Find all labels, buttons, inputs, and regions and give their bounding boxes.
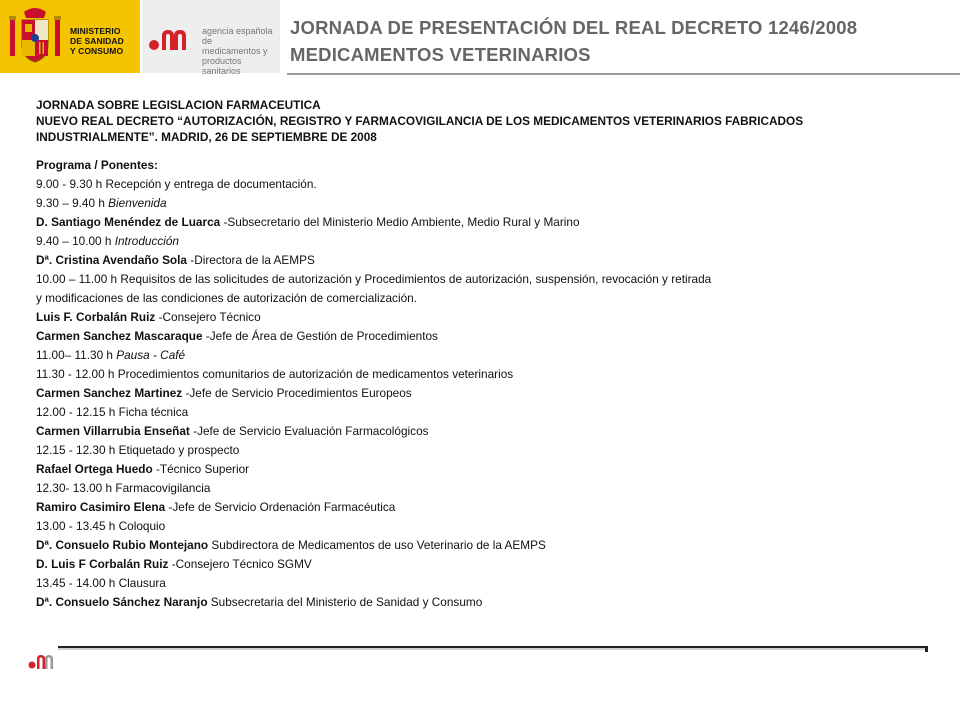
speaker-row [36,555,916,574]
speaker-name: Ramiro Casimiro Elena [36,500,166,514]
ministry-logo-block [0,0,140,73]
ministry-line-1: MINISTERIO [70,26,121,36]
speaker-role: -Jefe de Servicio Ordenación Farmacéutica [165,500,396,514]
title-line-1: JORNADA DE PRESENTACIÓN DEL REAL DECRETO 1246/2008 [290,17,858,38]
session-title: Farmacovigilancia [115,481,211,495]
schedule-row [36,289,916,308]
agency-line-3: productos sanitarios [202,56,242,76]
session-title: Requisitos de las solicitudes de autorización y Procedimientos de autorización, suspensión, revocación y retirada [120,272,712,286]
session-time: 11.30 - 12.00 h [36,367,118,381]
session-title: Procedimientos comunitarios de autorización de medicamentos veterinarios [117,367,514,381]
speaker-row [36,384,916,403]
session-time: 12.00 - 12.15 h [36,405,119,419]
aemps-footer-logo-icon [28,652,62,670]
speaker-role: Subdirectora de Medicamentos de uso Veterinario de la AEMPS [208,538,546,552]
speaker-row [36,308,916,327]
speaker-role: -Jefe de Servicio Evaluación Farmacológicos [189,424,429,438]
session-title: y modificaciones de las condiciones de autorización de comercialización. [36,291,417,305]
session-title: Pausa - Café [116,348,186,362]
footer-divider [58,646,928,650]
schedule-row [36,479,916,498]
speaker-row [36,498,916,517]
ministry-name [70,26,124,56]
session-title: Recepción y entrega de documentación. [105,177,317,191]
schedule-row [36,441,916,460]
session-time: 10.00 – 11.00 h [36,272,121,286]
intro-line-1: JORNADA SOBRE LEGISLACION FARMACEUTICA [36,98,321,112]
session-title: Introducción [114,234,179,248]
schedule-row [36,365,916,384]
speaker-role: -Directora de la AEMPS [186,253,315,267]
title-line-2: MEDICAMENTOS VETERINARIOS [290,44,591,65]
speaker-name: Dª. Consuelo Rubio Montejano [36,538,209,552]
speaker-name: Luis F. Corbalán Ruiz [36,310,156,324]
intro-line-2: NUEVO REAL DECRETO “AUTORIZACIÓN, REGISTRO Y FARMACOVIGILANCIA DE LOS MEDICAMENTOS VETERINARIOS FABRICADOS INDUSTRIALMENTE”. MADRID, 26 DE SEPTIEMBRE DE 2008 [36,114,804,144]
speaker-row [36,327,916,346]
schedule-row [36,175,916,194]
speaker-name: Rafael Ortega Huedo [36,462,153,476]
speaker-name: D. Luis F Corbalán Ruiz [36,557,169,571]
coat-of-arms-icon [8,6,62,66]
speaker-row [36,213,916,232]
session-time: 11.00– 11.30 h [36,348,117,362]
agency-line-2: medicamentos y [202,46,268,56]
speaker-name: D. Santiago Menéndez de Luarca [36,215,221,229]
session-title: Bienvenida [108,196,167,210]
speaker-role: -Jefe de Servicio Procedimientos Europeos [182,386,412,400]
session-time: 13.45 - 14.00 h [36,576,119,590]
speaker-row [36,593,916,612]
schedule-row [36,346,916,365]
aemps-logo-icon [148,26,200,52]
program-list [36,175,916,612]
session-title: Etiquetado y prospecto [118,443,240,457]
page-header [0,0,960,76]
speaker-name: Carmen Villarrubia Enseñat [36,424,190,438]
speaker-role: -Consejero Técnico [155,310,261,324]
speaker-name: Carmen Sanchez Martinez [36,386,183,400]
speaker-role: -Consejero Técnico SGMV [168,557,312,571]
speaker-name: Carmen Sanchez Mascaraque [36,329,203,343]
schedule-row [36,270,916,289]
speaker-name: Dª. Cristina Avendaño Sola [36,253,187,267]
speaker-row [36,422,916,441]
speaker-name: Dª. Consuelo Sánchez Naranjo [36,595,208,609]
schedule-row [36,232,916,251]
ministry-line-2: DE SANIDAD [70,36,124,46]
event-intro [36,97,916,145]
speaker-role: -Técnico Superior [152,462,250,476]
schedule-row [36,403,916,422]
speaker-row [36,536,916,555]
speaker-role: -Subsecretario del Ministerio Medio Ambiente, Medio Rural y Marino [220,215,580,229]
session-time: 12.30- 13.00 h [36,481,116,495]
schedule-row [36,574,916,593]
session-time: 9.00 - 9.30 h [36,177,106,191]
document-body [36,97,916,612]
session-title: Ficha técnica [118,405,189,419]
schedule-row [36,517,916,536]
session-time: 9.40 – 10.00 h [36,234,115,248]
speaker-row [36,460,916,479]
speaker-role: -Jefe de Área de Gestión de Procedimientos [202,329,438,343]
session-title: Clausura [118,576,166,590]
page-title [290,14,857,68]
agency-name [202,26,280,76]
title-divider [287,73,960,75]
session-time: 9.30 – 9.40 h [36,196,109,210]
session-title: Coloquio [118,519,166,533]
agency-logo-block [142,0,280,76]
speaker-row [36,251,916,270]
agency-line-1: agencia española de [202,26,273,46]
program-heading: Programa / Ponentes: [36,158,158,172]
ministry-line-3: Y CONSUMO [70,46,124,56]
session-time: 13.00 - 13.45 h [36,519,119,533]
footer-divider-end [925,646,928,652]
session-time: 12.15 - 12.30 h [36,443,119,457]
speaker-role: Subsecretaria del Ministerio de Sanidad y Consumo [207,595,483,609]
schedule-row [36,194,916,213]
